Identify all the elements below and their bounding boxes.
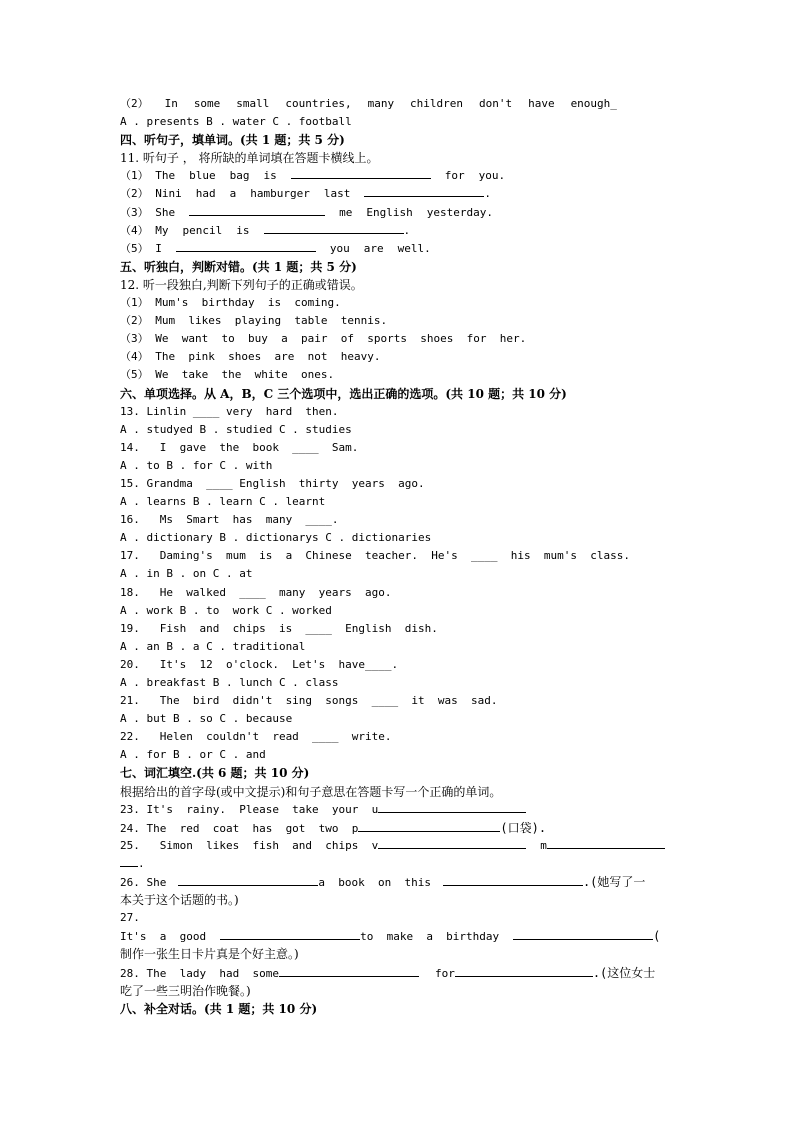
word: I [155, 241, 162, 255]
word: the [221, 368, 242, 382]
item-number: （1） [120, 169, 149, 183]
word: likes [188, 314, 222, 328]
question-14-options: A . to B . for C . with [120, 458, 273, 472]
word: . [403, 223, 411, 237]
word: Mum [155, 314, 176, 328]
word: are [274, 350, 295, 364]
word: The [155, 169, 176, 183]
question-11-5 [120, 240, 676, 258]
question-text: 25. Simon likes fish and chips v [120, 838, 379, 852]
question-28-hint: 吃了一些三明治作晚餐。) [120, 983, 251, 998]
answer-blank[interactable] [291, 167, 431, 179]
question-10-2-options: A . presents B . water C . football [120, 115, 352, 129]
question-text: for [434, 966, 455, 980]
question-27-number: 27. [120, 911, 140, 925]
question-15-options: A . learns B . learn C . learnt [120, 495, 326, 509]
answer-blank[interactable] [378, 801, 526, 813]
answer-blank[interactable] [547, 837, 665, 849]
item-number: （2） [120, 314, 149, 328]
word: hamburger [250, 187, 310, 201]
question-12-3 [120, 330, 676, 348]
question-19-options: A . an B . a C . traditional [120, 639, 306, 653]
word: blue [189, 169, 216, 183]
word: not [307, 350, 328, 364]
word: is [263, 169, 277, 183]
answer-blank[interactable] [176, 240, 316, 252]
question-14: 14. I gave the book ____ Sam. [120, 440, 359, 454]
hint-text: .(她写了一 [582, 875, 646, 890]
question-25 [120, 837, 676, 855]
question-11-prompt: 11. 听句子 ， 将所缺的单词填在答题卡横线上。 [120, 151, 379, 166]
word: you. [478, 169, 506, 183]
word: shoes [420, 332, 454, 346]
question-27-hint: 制作一张生日卡片真是个好主意。) [120, 947, 299, 962]
question-12-prompt: 12. 听一段独白,判断下列句子的正确或错误。 [120, 277, 363, 292]
item-number: （2） [120, 97, 149, 110]
word: playing [234, 314, 282, 328]
question-11-3 [120, 204, 676, 222]
word: table [294, 314, 328, 328]
item-number: （3） [120, 205, 149, 219]
question-17-options: A . in B . on C . at [120, 567, 253, 581]
item-number: （5） [120, 241, 149, 255]
question-18: 18. He walked ____ many years ago. [120, 585, 392, 599]
word: well. [397, 241, 431, 255]
question-13-options: A . studyed B . studied C . studies [120, 422, 352, 436]
answer-blank[interactable] [358, 820, 500, 832]
word: pink [188, 350, 215, 364]
word: many [367, 97, 395, 110]
section-4-heading: 四、听句子，填单词。(共 1 题；共 5 分) [120, 133, 345, 148]
hint-text: ( [653, 929, 661, 944]
question-11-2 [120, 185, 676, 203]
word: birthday [201, 296, 255, 310]
word: countries, [285, 97, 352, 110]
question-text: It's a good [120, 930, 207, 944]
word: a [229, 187, 237, 201]
word: some [193, 97, 221, 110]
question-text: 26. She [120, 876, 167, 890]
section-5-heading: 五、听独白，判断对错。(共 1 题；共 5 分) [120, 259, 357, 274]
word: . [484, 187, 491, 201]
question-26 [120, 873, 676, 891]
word: is [236, 223, 250, 237]
word: We [155, 368, 169, 382]
word: She [155, 205, 176, 219]
answer-blank[interactable] [220, 928, 360, 940]
question-23 [120, 801, 676, 819]
word: children [410, 97, 464, 110]
word: buy [248, 332, 268, 346]
word: pencil [182, 223, 223, 237]
word: pair [301, 332, 328, 346]
answer-blank[interactable] [378, 837, 526, 849]
answer-blank[interactable] [178, 874, 318, 886]
question-11-1 [120, 167, 676, 185]
question-18-options: A . work B . to work C . worked [120, 603, 332, 617]
question-20: 20. It's 12 o'clock. Let's have____. [120, 657, 399, 671]
item-number: （3） [120, 332, 149, 346]
answer-blank[interactable] [264, 222, 404, 234]
hint-text: .(这位女士 [592, 965, 656, 980]
word: last [323, 187, 351, 201]
answer-blank[interactable] [279, 965, 419, 977]
item-number: （1） [120, 296, 149, 310]
word: white [254, 368, 288, 382]
section-7-heading: 七、词汇填空.(共 6 题；共 10 分) [120, 766, 310, 781]
word: heavy. [340, 350, 381, 364]
initial-letter: m [540, 838, 547, 852]
answer-blank[interactable] [513, 928, 653, 940]
word: We [155, 332, 169, 346]
question-12-1 [120, 294, 676, 312]
question-text: to make a birthday [360, 930, 500, 944]
question-22: 22. Helen couldn't read ____ write. [120, 730, 392, 744]
question-text: 28. The lady had some [120, 966, 279, 980]
question-12-5 [120, 366, 676, 384]
word: don't [479, 97, 513, 110]
word: is [267, 296, 282, 310]
answer-blank[interactable] [120, 855, 138, 867]
word: In [164, 97, 178, 110]
answer-blank[interactable] [455, 965, 593, 977]
question-text: a book on this [318, 876, 431, 890]
word: tennis. [340, 314, 388, 328]
section-8-heading: 八、补全对话。(共 1 题；共 10 分) [120, 1001, 318, 1016]
question-15: 15. Grandma ____ English thirty years ago. [120, 476, 425, 490]
word: want [181, 332, 209, 346]
word: had [195, 187, 216, 201]
hint-text: (口袋). [500, 820, 547, 835]
answer-blank[interactable] [443, 874, 583, 886]
word: bag [229, 169, 250, 183]
question-10-2 [120, 95, 617, 113]
word: yesterday. [426, 205, 493, 219]
word: shoes [228, 350, 262, 364]
question-20-options: A . breakfast B . lunch C . class [120, 676, 339, 689]
word: enough_ [570, 97, 617, 110]
word: English [366, 205, 413, 219]
word: Nini [155, 187, 182, 201]
question-28 [120, 964, 676, 982]
answer-blank[interactable] [364, 185, 484, 197]
word: of [340, 332, 354, 346]
answer-blank[interactable] [189, 204, 325, 216]
question-25-continued [120, 855, 676, 873]
question-12-2 [120, 312, 676, 330]
question-11-4 [120, 222, 676, 240]
question-16: 16. Ms Smart has many ____. [120, 513, 339, 527]
word: for [466, 332, 487, 346]
question-12-4 [120, 348, 676, 366]
question-22-options: A . for B . or C . and [120, 748, 266, 762]
word: The [155, 350, 176, 364]
word: take [181, 368, 209, 382]
item-number: （4） [120, 350, 149, 364]
word: you [329, 241, 350, 255]
question-24 [120, 819, 676, 837]
word: My [155, 223, 169, 237]
section-7-instruction: 根据给出的首字母(或中文提示)和句子意思在答题卡写一个正确的单词。 [120, 784, 502, 799]
punctuation: . [138, 856, 145, 870]
question-21: 21. The bird didn't sing songs ____ it was sad. [120, 694, 498, 708]
item-number: （5） [120, 368, 149, 382]
item-number: （2） [120, 187, 149, 201]
question-17: 17. Daming's mum is a Chinese teacher. He's ____ his mum's class. [120, 549, 630, 563]
word: have [528, 97, 555, 110]
word: her. [499, 332, 527, 346]
section-6-heading: 六、单项选择。从 A，B，C 三个选项中，选出正确的选项。(共 10 题；共 10 分) [120, 386, 567, 401]
question-21-options: A . but B . so C . because [120, 712, 293, 726]
question-26-hint: 本关于这个话题的书。) [120, 893, 239, 908]
word: small [236, 97, 270, 110]
word: sports [367, 332, 407, 346]
item-number: （4） [120, 223, 149, 237]
question-text: 24. The red coat has got two p [120, 821, 359, 835]
question-27 [120, 927, 676, 945]
question-text: 23. It's rainy. Please take your u [120, 802, 379, 816]
word: Mum's [155, 296, 189, 310]
question-13: 13. Linlin ____ very hard then. [120, 404, 339, 418]
exam-page [120, 95, 676, 1018]
word: ones. [301, 368, 335, 382]
word: for [444, 169, 465, 183]
word: a [281, 332, 288, 346]
word: are [363, 241, 384, 255]
word: me [339, 205, 353, 219]
question-19: 19. Fish and chips is ____ English dish. [120, 621, 438, 635]
question-16-options: A . dictionary B . dictionarys C . dictionaries [120, 531, 432, 545]
word: to [221, 332, 235, 346]
word: coming. [294, 296, 341, 310]
